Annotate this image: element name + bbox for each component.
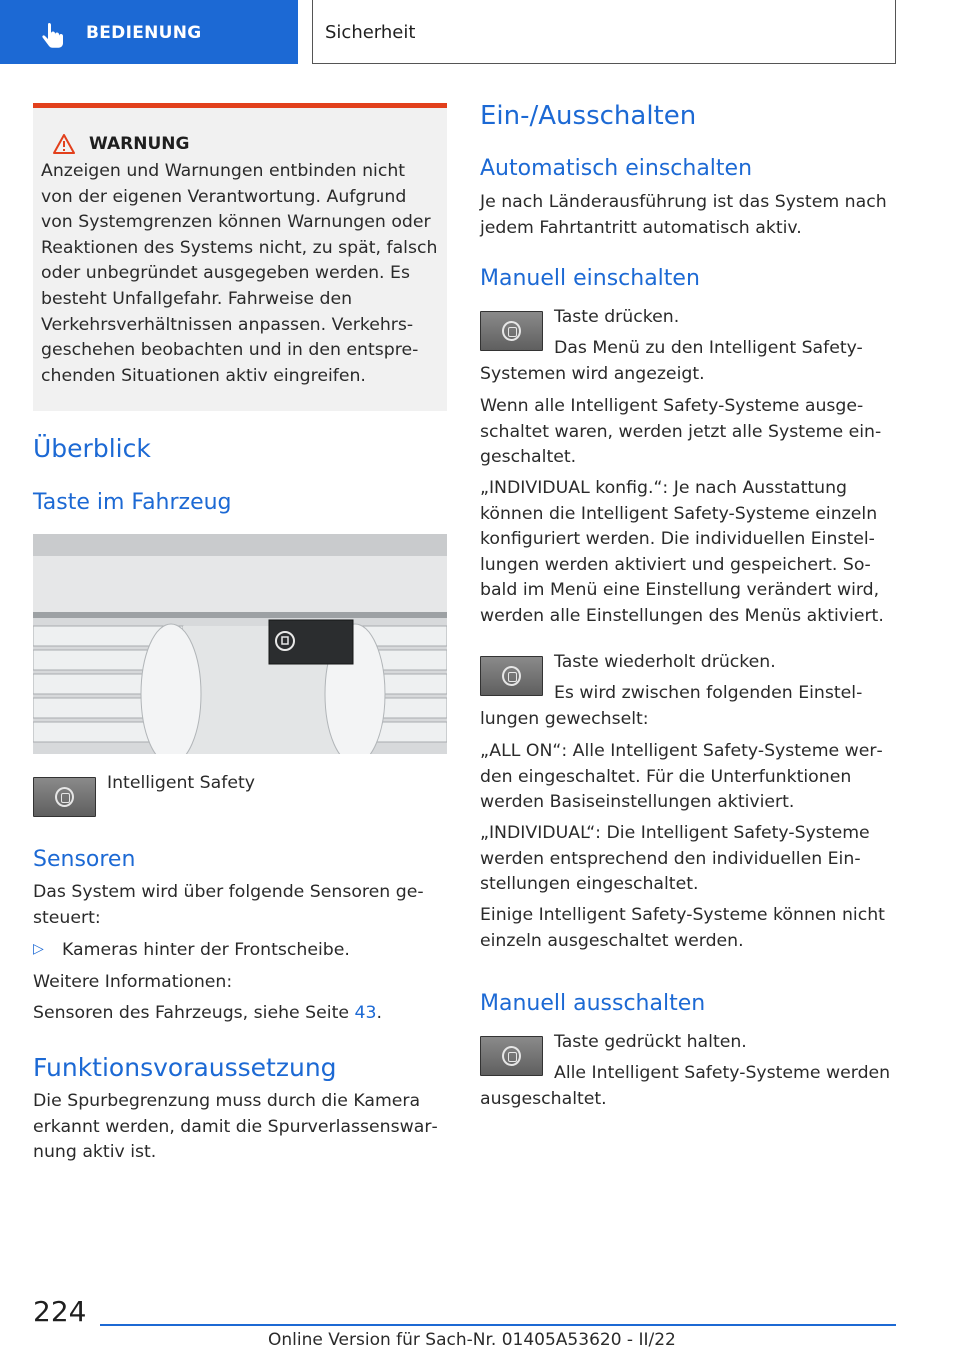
press-key: Taste drücken. (554, 307, 680, 327)
button-heading: Taste im Fahrzeug (33, 490, 232, 515)
warning-title (41, 134, 439, 154)
see-text: Sensoren des Fahrzeugs, siehe Seite (33, 1003, 355, 1023)
menu-text: Das Menü zu den Intelligent Safety-Systemen wird angezeigt. (480, 338, 863, 384)
sensors-heading: Sensoren (33, 847, 136, 872)
warning-title-text: WARNUNG (89, 134, 190, 154)
hold-key: Taste gedrückt halten. (554, 1032, 747, 1052)
off-text: Alle Intelligent Safety-Systeme werden ausgeschaltet. (480, 1063, 891, 1109)
sensors-bullet (33, 938, 447, 964)
section-header (312, 0, 896, 64)
see-reference (33, 1001, 447, 1027)
hand-pointer-icon (38, 22, 68, 52)
chapter-tab (0, 0, 298, 64)
prereq-text: Die Spurbegrenzung muss durch die Kamera erkannt werden, damit die Spurverlassenswarnung aktiv ist. (33, 1091, 438, 1163)
manual-off-heading: Manuell ausschalten (480, 991, 706, 1016)
individual-text: „INDIVIDUAL“: Die Intelligent Safety-Systeme werden entsprechend den individuellen Einstellungen eingeschaltet. (480, 823, 870, 895)
all-off-text: Wenn alle Intelligent Safety-Systeme ausgeschaltet waren, werden jetzt alle Systeme eingeschaltet. (480, 396, 882, 468)
warning-box (33, 103, 447, 411)
intelligent-safety-key (33, 777, 96, 817)
warning-text: Anzeigen und Warnungen entbinden nicht von der eigenen Verantwortung. Aufgrund von Systemgrenzen können Warnungen oder Reaktionen des Systems nicht, zu spät, falsch oder unbegründet ausgegeben werden. Es besteht Unfallgefahr. Fahrweise den Verkehrsverhältnissen anpassen. Verkehrsgeschehen beobachten und in den entsprechenden Situationen aktiv eingreifen. (41, 161, 438, 386)
some-systems-text: Einige Intelligent Safety-Systeme können nicht einzeln ausgeschaltet werden. (480, 905, 885, 951)
vehicle-button-photo (33, 534, 447, 754)
online-version-text: Online Version für Sach-Nr. 01405A53620 - II/22 (268, 1330, 676, 1350)
overview-heading: Überblick (33, 434, 151, 463)
safety-icon (55, 787, 74, 807)
auto-text: Je nach Länderausführung ist das System nach jedem Fahrtantritt automatisch aktiv. (480, 192, 887, 238)
manual-on-heading: Manuell einschalten (480, 266, 700, 291)
bullet-triangle-icon: ▷ (33, 941, 44, 957)
sensors-text: Das System wird über folgende Sensoren gesteuert: (33, 882, 424, 928)
individual-config-text: „INDIVIDUAL konfig.“: Je nach Ausstattung können die Intelligent Safety-Systeme einzeln konfiguriert werden. Die individuellen Einstellungen werden aktiviert und gespeichert. Sobald im Menü eine Einstellung verändert wird, werden alle Einstellungen des Menüs aktiviert. (480, 478, 884, 626)
dashboard-illustration (33, 534, 447, 754)
auto-heading: Automatisch einschalten (480, 156, 753, 181)
prereq-heading: Funktionsvoraussetzung (33, 1053, 337, 1082)
switch-text: Es wird zwischen folgenden Einstellungen gewechselt: (480, 683, 863, 729)
page-link[interactable]: 43 (354, 1003, 377, 1023)
warning-triangle-icon (53, 134, 75, 154)
press-again: Taste wiederholt drücken. (554, 652, 776, 672)
button-caption: Intelligent Safety (107, 773, 255, 793)
all-on-text: „ALL ON“: Alle Intelligent Safety-Systeme werden eingeschaltet. Für die Unterfunktionen werden Basiseinstellungen aktiviert. (480, 741, 883, 813)
page-number: 224 (33, 1295, 87, 1328)
see-end: . (376, 1003, 382, 1023)
chapter-label: BEDIENUNG (86, 23, 202, 43)
footer-rule (100, 1324, 896, 1326)
section-title: Sicherheit (325, 22, 416, 43)
more-info: Weitere Informationen: (33, 972, 233, 992)
sensors-bullet-text: Kameras hinter der Frontscheibe. (62, 940, 350, 960)
main-heading: Ein-/Ausschalten (480, 101, 697, 131)
